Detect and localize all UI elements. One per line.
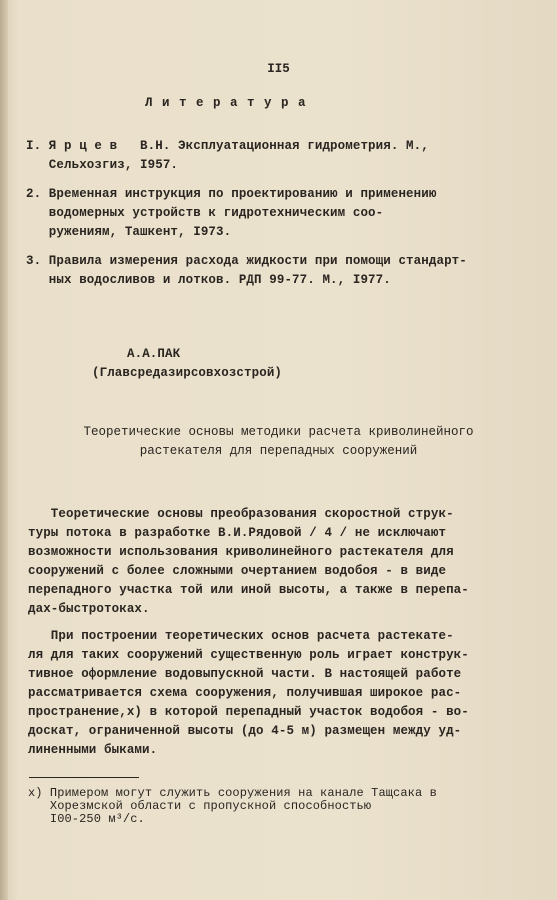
paragraph-1-line-2: туры потока в разработке В.И.Рядовой / 4 / не исключают: [28, 526, 447, 540]
reference-2-line-3: ружениям, Ташкент, I973.: [26, 225, 232, 239]
paragraph-1-line-6: дах-быстротоках.: [28, 602, 150, 616]
footnote-line-1: х) Примером могут служить сооружения на канале Тащсака в: [28, 786, 437, 800]
paragraph-1-line-1: Теоретические основы преобразования скоростной струк-: [28, 507, 454, 521]
paragraph-1-line-3: возможности использования криволинейного растекателя для: [28, 545, 454, 559]
page-number: II5: [267, 62, 290, 76]
footnote-separator: [29, 777, 139, 778]
article-title-line-2: растекателя для перепадных сооружений: [139, 444, 418, 458]
author-name: А.А.ПАК: [127, 347, 181, 361]
paragraph-2-line-3: тивное оформление водовыпускной части. В настоящей работе: [28, 667, 462, 681]
paragraph-2-line-6: доскат, ограниченной высоты (до 4-5 м) размещен между уд-: [28, 724, 462, 738]
paragraph-2-line-5: пространение,х) в которой перепадный участок водобоя - во-: [28, 705, 469, 719]
paragraph-2-line-2: ля для таких сооружений существенную роль играет конструк-: [28, 648, 469, 662]
reference-2-line-2: водомерных устройств к гидротехническим соо-: [26, 206, 384, 220]
reference-1-line-1: I. Я р ц е в В.Н. Эксплуатационная гидрометрия. М.,: [26, 139, 429, 153]
paragraph-1-line-4: сооружений с более сложными очертанием водобоя - в виде: [28, 564, 447, 578]
footnote-line-2: Хорезмской области с пропускной способностью: [28, 799, 372, 813]
reference-1-line-2: Сельхозгиз, I957.: [26, 158, 179, 172]
section-title: Л и т е р а т у р а: [145, 96, 307, 110]
reference-2-line-1: 2. Временная инструкция по проектированию и применению: [26, 187, 437, 201]
paragraph-2-line-4: рассматривается схема сооружения, получившая широкое рас-: [28, 686, 462, 700]
author-affiliation: (Главсредазирсовхозстрой): [92, 366, 283, 380]
reference-3-line-2: ных водосливов и лотков. РДП 99-77. М., I977.: [26, 273, 391, 287]
paragraph-1-line-5: перепадного участка той или иной высоты, а также в перепа-: [28, 583, 469, 597]
paragraph-2-line-7: линенными быками.: [28, 743, 158, 757]
paragraph-2-line-1: При построении теоретических основ расчета растекате-: [28, 629, 454, 643]
footnote-line-3: I00-250 м³/с.: [28, 812, 145, 826]
reference-3-line-1: 3. Правила измерения расхода жидкости при помощи стандарт-: [26, 254, 467, 268]
article-title-line-1: Теоретические основы методики расчета криволинейного: [83, 425, 474, 439]
